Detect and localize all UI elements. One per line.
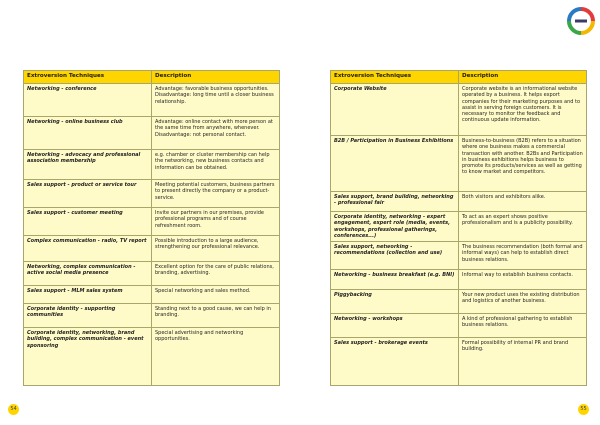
header-technique: Extroversion Techniques (331, 71, 459, 84)
table-row (24, 286, 280, 304)
technique-cell: B2B / Participation in Business Exhibitions (331, 136, 459, 192)
technique-cell: Networking - online business club (24, 117, 152, 150)
technique-cell: Corporate identity, networking - expert engagement, expert role (media, events, workshops, professional gatherings, conferences...) (331, 212, 459, 242)
technique-cell: Sales support - brokerage events (331, 338, 459, 386)
table-row (331, 136, 587, 192)
description-cell: Your new product uses the existing distribution and logistics of another business. (459, 290, 587, 314)
description-cell: Corporate website is an informational website operated by a business. It helps export companies for their marketing purposes and to assist in serving foreign customers. It is necessary to monitor the feedback and continuous update information. (459, 84, 587, 136)
technique-cell: Networking - business breakfast (e.g. BNI) (331, 270, 459, 290)
table-row (331, 192, 587, 212)
technique-cell: Sales support, brand building, networking - professional fair (331, 192, 459, 212)
technique-cell: Sales support - product or service tour (24, 180, 152, 208)
description-cell: To act as an expert shows positive professionalism and is a publicity possibility. (459, 212, 587, 242)
table-row (24, 304, 280, 328)
header-technique: Extroversion Techniques (24, 71, 152, 84)
description-cell: The business recommendation (both formal and informal ways) can help to establish direct business relations. (459, 242, 587, 270)
techniques-table-right (330, 70, 587, 386)
description-cell: Formal possibility of internal PR and brand building. (459, 338, 587, 386)
description-cell: Standing next to a good cause, we can help in branding. (152, 304, 280, 328)
description-cell: Special networking and sales method. (152, 286, 280, 304)
table-row (331, 314, 587, 338)
technique-cell: Networking - workshops (331, 314, 459, 338)
table-row (331, 290, 587, 314)
description-cell: Special advertising and networking opportunities. (152, 328, 280, 386)
table-row (24, 117, 280, 150)
page-number-left: 54 (8, 404, 19, 415)
technique-cell: Networking, complex communication - active social media presence (24, 262, 152, 286)
table-row (331, 338, 587, 386)
table-header-row (331, 71, 587, 84)
technique-cell: Corporate Website (331, 84, 459, 136)
header-description: Description (459, 71, 587, 84)
table-row (24, 150, 280, 180)
table-row (24, 328, 280, 386)
table-row (331, 270, 587, 290)
logo-icon (566, 6, 596, 36)
table-row (331, 212, 587, 242)
description-cell: Possible introduction to a large audience, strengthening our professional relevance. (152, 236, 280, 262)
technique-cell: Networking - conference (24, 84, 152, 117)
description-cell: Advantage: favorable business opportunities. Disadvantage: long time until a closer business relationship. (152, 84, 280, 117)
table-row (24, 262, 280, 286)
description-cell: Meeting potential customers, business partners to present directly the company or a product-service. (152, 180, 280, 208)
technique-cell: Sales support - customer meeting (24, 208, 152, 236)
table-row (24, 84, 280, 117)
technique-cell: Piggybacking (331, 290, 459, 314)
description-cell: A kind of professional gathering to establish business relations. (459, 314, 587, 338)
technique-cell: Corporate identity, networking, brand building, complex communication - event sponsoring (24, 328, 152, 386)
technique-cell: Sales support - MLM sales system (24, 286, 152, 304)
technique-cell: Sales support, networking - recommendations (collection and use) (331, 242, 459, 270)
techniques-table-left (23, 70, 280, 386)
description-cell: e.g. chamber or cluster membership can help the networking, new business contacts and information can be obtained. (152, 150, 280, 180)
table-row (24, 180, 280, 208)
table-row (331, 242, 587, 270)
description-cell: Excellent option for the care of public relations, branding, advertising. (152, 262, 280, 286)
technique-cell: Networking - advocacy and professional association membership (24, 150, 152, 180)
table-header-row (24, 71, 280, 84)
right-page (300, 0, 600, 425)
description-cell: Informal way to establish business contacts. (459, 270, 587, 290)
description-cell: Business-to-business (B2B) refers to a situation where one business makes a commercial transaction with another. B2Bs and Participation in business exhibitions helps business to promote its products/services as well as getting to know market and competitors. (459, 136, 587, 192)
page-number-right: 55 (578, 404, 589, 415)
header-description: Description (152, 71, 280, 84)
table-row (24, 236, 280, 262)
technique-cell: Corporate identity - supporting communities (24, 304, 152, 328)
description-cell: Invite our partners in our premises, provide professional programs and of course refreshment room. (152, 208, 280, 236)
technique-cell: Complex communication - radio, TV report (24, 236, 152, 262)
table-row (24, 208, 280, 236)
description-cell: Advantage: online contact with more person at the same time from anywhere, whenever. Disadvantage: not personal contact. (152, 117, 280, 150)
table-row (331, 84, 587, 136)
description-cell: Both visitors and exhibitors alike. (459, 192, 587, 212)
